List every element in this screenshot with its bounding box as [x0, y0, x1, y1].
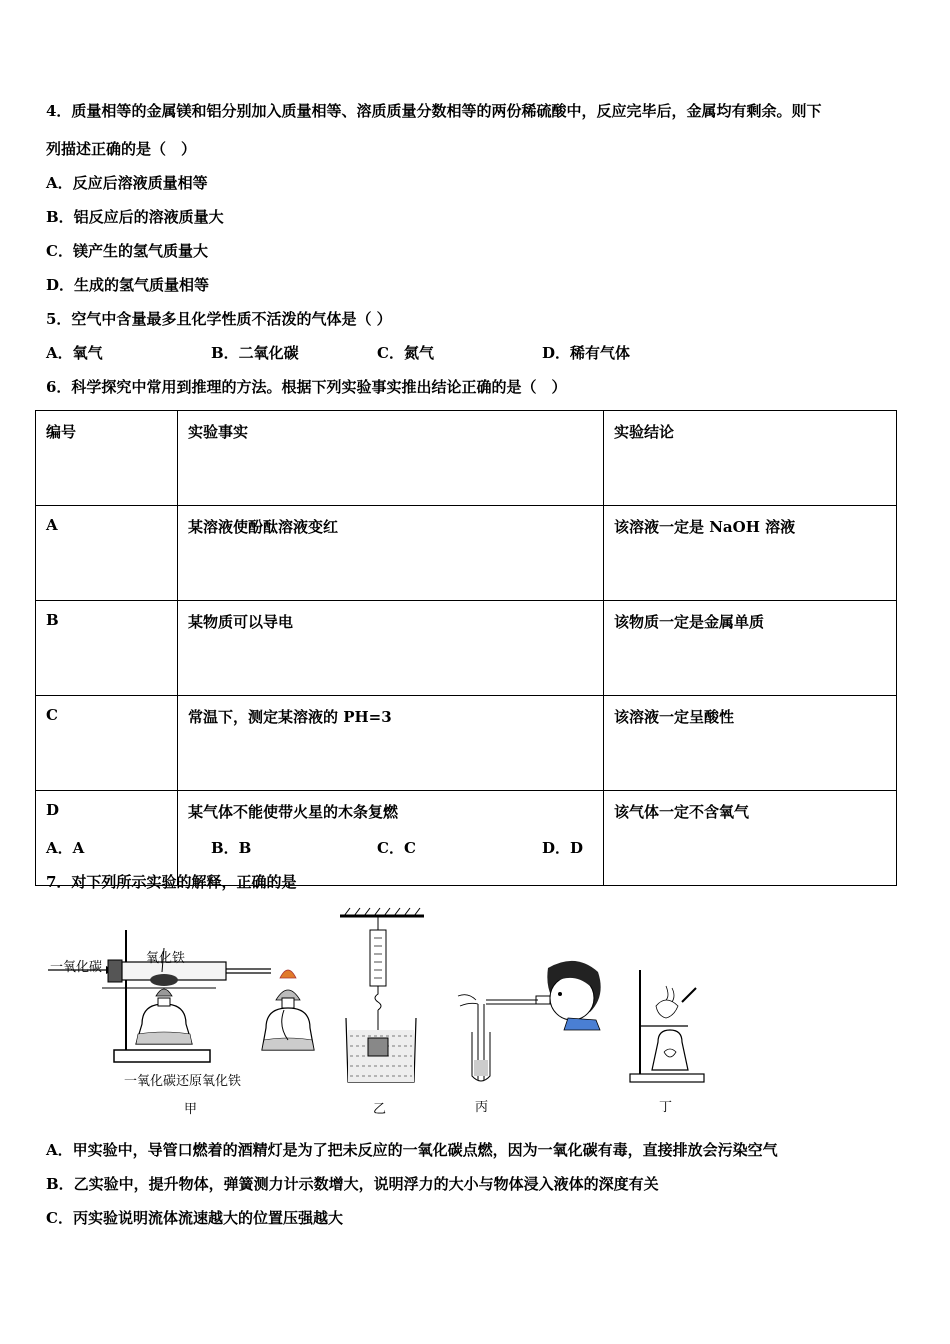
label-bing: 丙	[475, 1100, 489, 1115]
table-row	[36, 601, 897, 696]
row-fact: 常温下，测定某溶液的 PH=3	[178, 696, 604, 791]
table-row	[36, 506, 897, 601]
q6-options	[46, 838, 906, 858]
q6-option-c: C．C	[377, 839, 416, 857]
co-label: 一氧化碳	[50, 960, 103, 975]
q5-option-b: B．二氧化碳	[211, 344, 299, 362]
row-conclusion: 该气体一定不含氧气	[604, 791, 897, 886]
row-fact: 某溶液使酚酞溶液变红	[178, 506, 604, 601]
q5-option-d: D．稀有气体	[542, 344, 631, 362]
q4-option-b: B．铝反应后的溶液质量大	[46, 208, 224, 226]
row-conclusion: 该溶液一定呈酸性	[604, 696, 897, 791]
q6-option-d: D．D	[542, 839, 584, 857]
row-id: B	[36, 601, 178, 696]
label-jia: 甲	[184, 1102, 198, 1117]
q5-option-a: A．氧气	[46, 344, 103, 362]
row-id: C	[36, 696, 178, 791]
figure-ding-stand	[626, 966, 708, 1086]
fe2o3-label: 氧化铁	[146, 951, 186, 966]
q7-option-a: A．甲实验中，导管口燃着的酒精灯是为了把未反应的一氧化碳点燃，因为一氧化碳有毒，直接排放会污染空气	[46, 1141, 778, 1159]
q4-option-c: C．镁产生的氢气质量大	[46, 242, 208, 260]
label-yi: 乙	[373, 1102, 387, 1117]
row-id: D	[36, 791, 178, 886]
q7-option-c: C．丙实验说明流体流速越大的位置压强越大	[46, 1209, 343, 1227]
q5-option-c: C．氮气	[377, 344, 434, 362]
header-fact: 实验事实	[178, 411, 604, 506]
figure-bing-blowing	[456, 956, 606, 1086]
q6-stem: 6．科学探究中常用到推理的方法。根据下列实验事实推出结论正确的是（ ）	[46, 378, 567, 396]
row-conclusion: 该物质一定是金属单质	[604, 601, 897, 696]
figure-yi-spring-scale	[336, 906, 428, 1086]
row-fact: 某气体不能使带火星的木条复燃	[178, 791, 604, 886]
row-id: A	[36, 506, 178, 601]
q5-stem: 5．空气中含量最多且化学性质不活泼的气体是（ ）	[46, 310, 392, 328]
header-conclusion: 实验结论	[604, 411, 897, 506]
label-ding: 丁	[659, 1100, 673, 1115]
row-conclusion: 该溶液一定是 NaOH 溶液	[604, 506, 897, 601]
figure-jia-burner-lamp	[258, 960, 318, 1070]
table-header-row	[36, 411, 897, 506]
row-fact: 某物质可以导电	[178, 601, 604, 696]
q6-option-a: A．A	[46, 839, 85, 857]
caption-jia-title: 一氧化碳还原氧化铁	[124, 1074, 242, 1089]
q6-table	[35, 410, 897, 886]
q5-options	[46, 343, 906, 363]
q6-option-b: B．B	[211, 839, 252, 857]
q7-option-b: B．乙实验中，提升物体，弹簧测力计示数增大，说明浮力的大小与物体浸入液体的深度有关	[46, 1175, 659, 1193]
header-id: 编号	[36, 411, 178, 506]
q4-stem-line1: 4．质量相等的金属镁和铝分别加入质量相等、溶质质量分数相等的两份稀硫酸中，反应完毕后，金属均有剩余。则下	[46, 102, 822, 120]
q4-stem-line2: 列描述正确的是（ ）	[46, 140, 197, 158]
q7-stem: 7．对下列所示实验的解释，正确的是	[46, 873, 297, 891]
q4-option-d: D．生成的氢气质量相等	[46, 276, 210, 294]
table-row	[36, 696, 897, 791]
figure-jia-apparatus	[46, 920, 276, 1080]
q4-option-a: A．反应后溶液质量相等	[46, 174, 208, 192]
